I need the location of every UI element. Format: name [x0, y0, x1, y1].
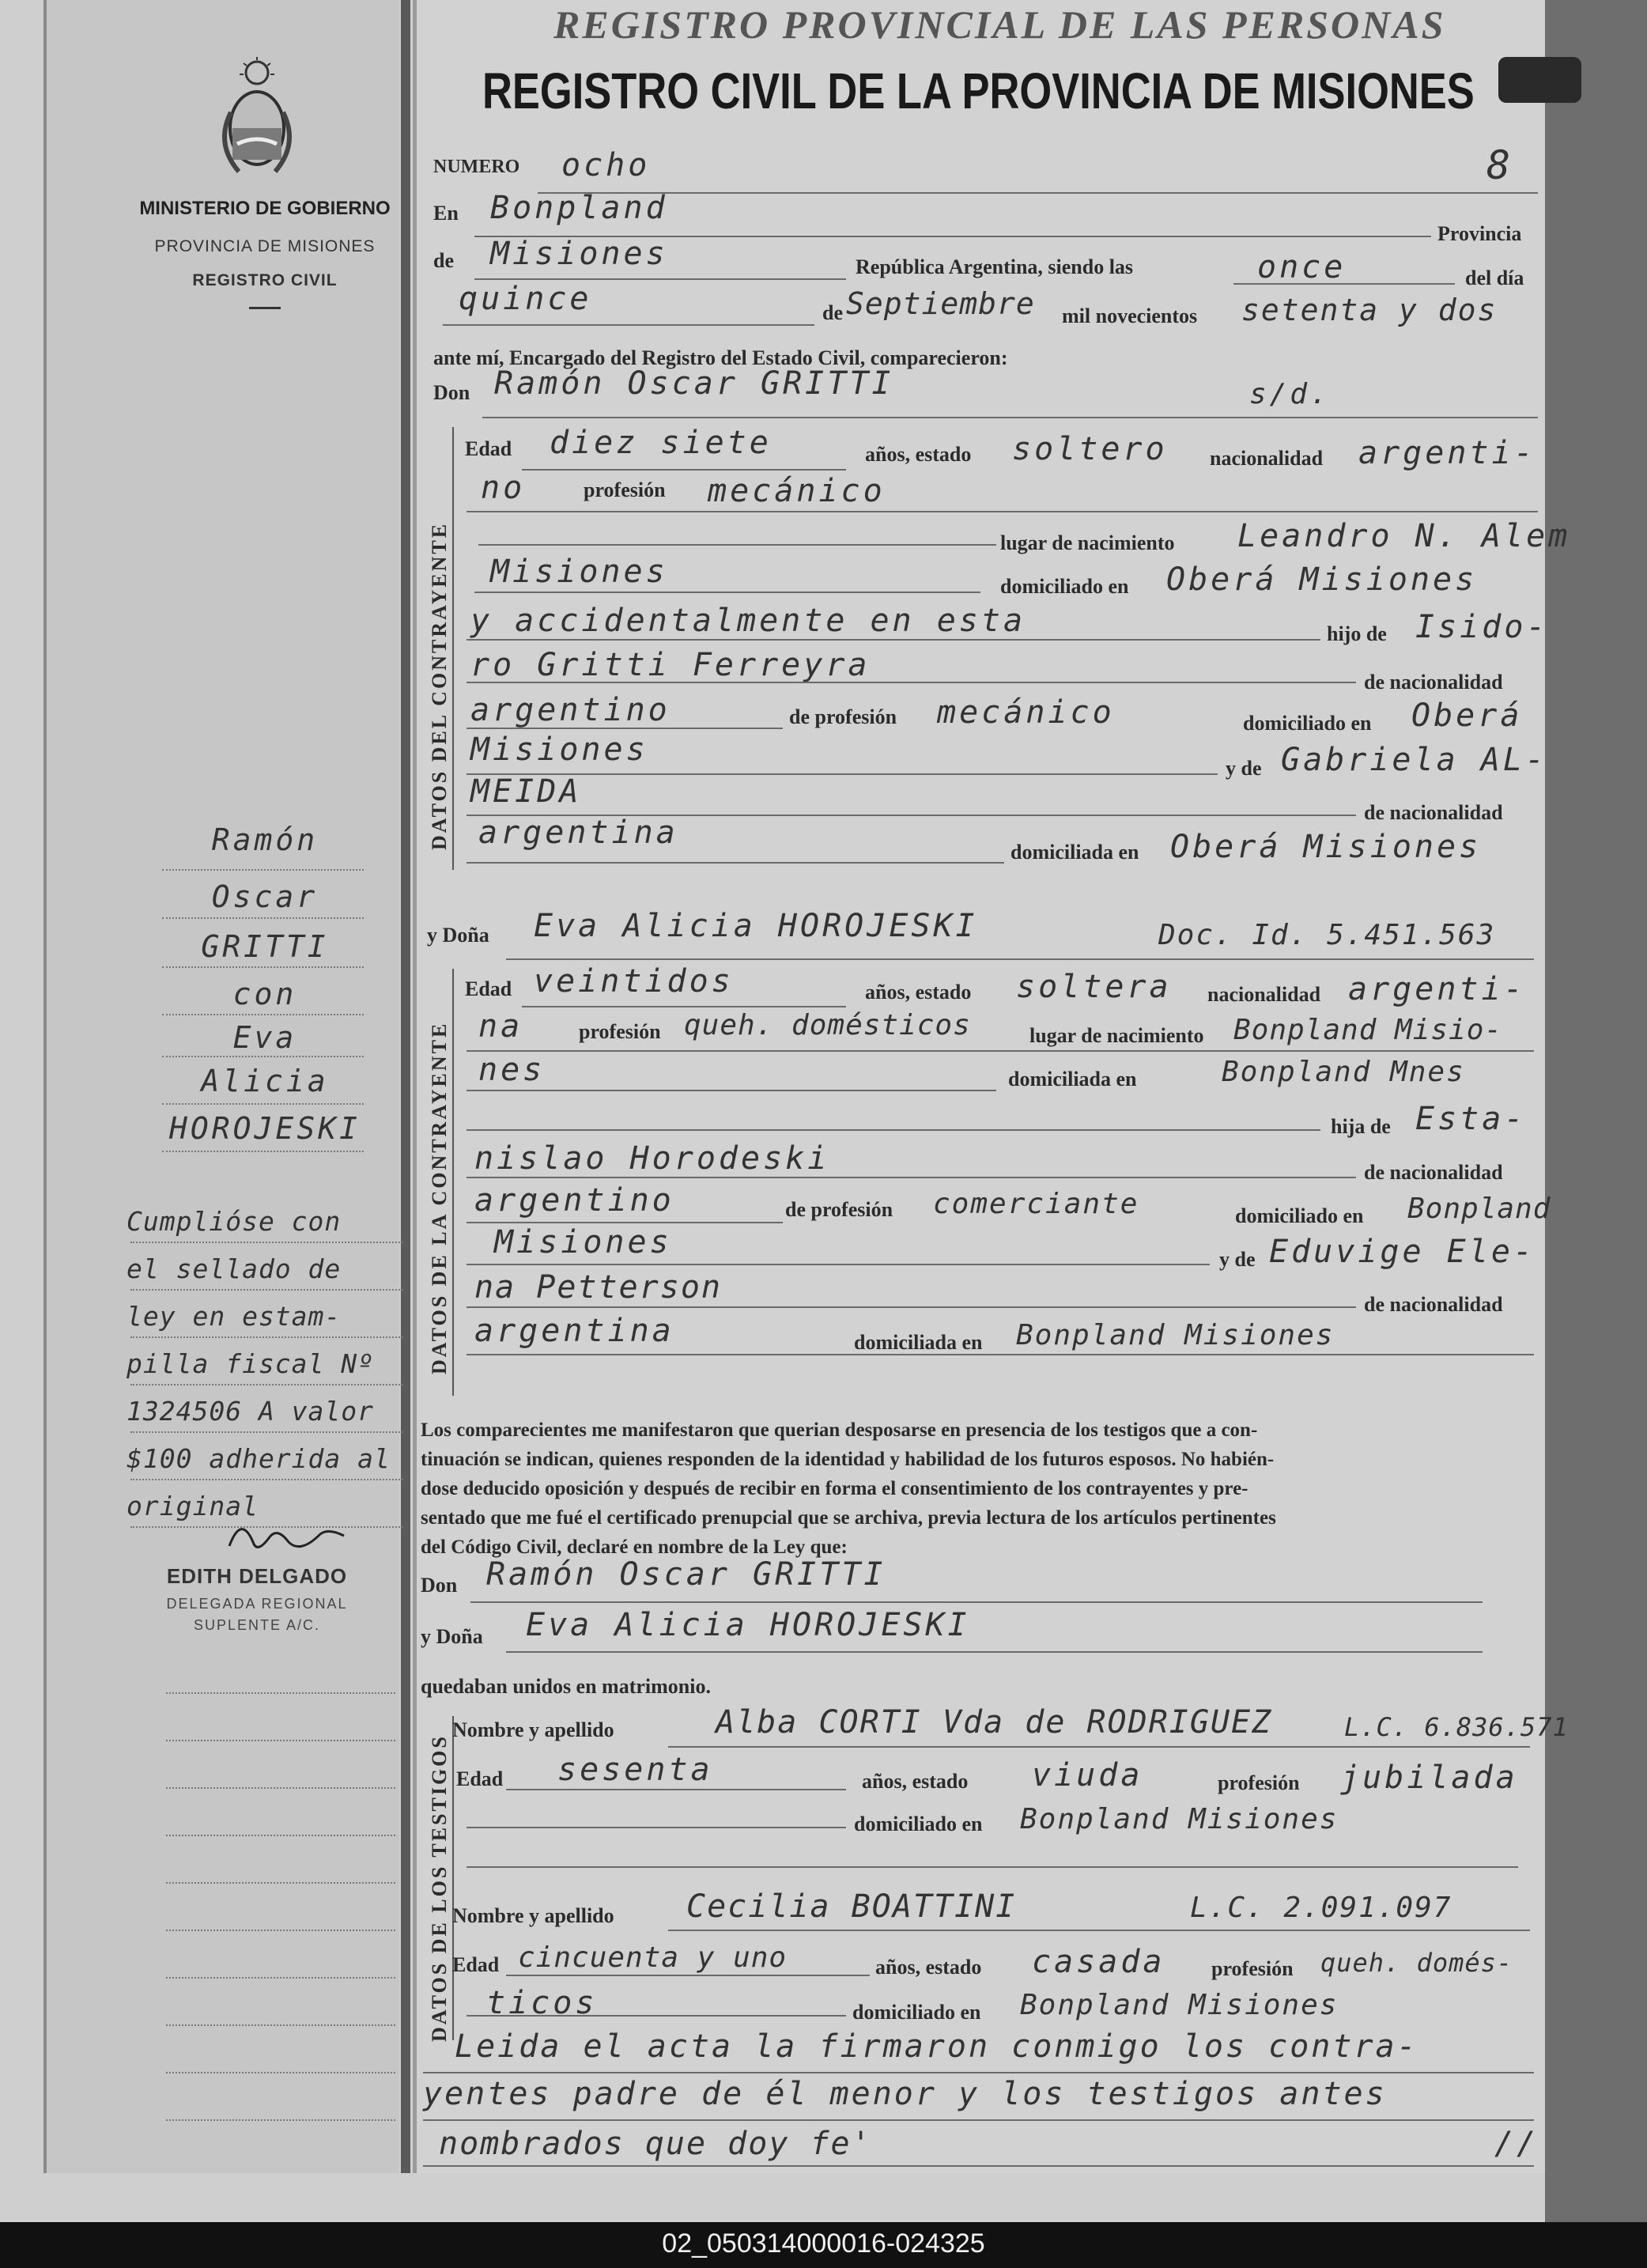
del-dia-label: del día — [1465, 266, 1524, 289]
t1-dom: Bonpland Misiones — [1020, 1803, 1339, 1835]
rule — [443, 324, 814, 326]
nac-label: nacionalidad — [1210, 447, 1324, 470]
ink-blot — [1498, 57, 1581, 103]
cierre-line-1: Leida el acta la firmaron conmigo los contra- — [455, 2028, 1418, 2065]
t2-nombre: Cecilia BOATTINI — [686, 1888, 1017, 1925]
margin-stamp-line-2: el sellado de — [127, 1253, 342, 1284]
don-label: Don — [433, 381, 470, 404]
rule — [467, 1354, 1534, 1355]
hijo-label: hijo de — [1327, 622, 1387, 645]
hija-label: hija de — [1331, 1115, 1391, 1138]
padre-dom-2: Misiones — [470, 731, 648, 768]
rule — [467, 1222, 783, 1223]
official-name: EDITH DELGADO — [166, 1564, 348, 1588]
padre-dom-label: domiciliado en — [1235, 1204, 1364, 1227]
binding — [401, 0, 410, 2173]
rule — [130, 1431, 403, 1433]
side-label-contrayenta: DATOS DE LA CONTRAYENTE — [428, 1021, 451, 1374]
t2-prof-2: ticos — [486, 1985, 598, 2021]
madre-2: MEIDA — [470, 773, 582, 810]
rule — [162, 966, 364, 968]
declaracion-don-nombre: Ramón Oscar GRITTI — [486, 1556, 886, 1593]
hora-value: once — [1257, 249, 1347, 285]
contrayente-estado: soltero — [1012, 431, 1168, 467]
rule — [162, 1056, 364, 1057]
t1-profesion: jubilada — [1340, 1760, 1518, 1796]
t2-edad-label: Edad — [452, 1953, 500, 1976]
dona-label: y Doña — [421, 1625, 483, 1648]
de-mes-label: de — [822, 301, 843, 324]
rule — [467, 1177, 1356, 1178]
t1-dom-label: domiciliado en — [854, 1813, 983, 1835]
margin-name-2: Oscar — [211, 879, 319, 914]
contrayenta-padre-dom-1: Bonpland — [1407, 1193, 1551, 1225]
dona-label: y Doña — [427, 924, 489, 947]
don-label: Don — [421, 1574, 458, 1597]
contrayente-lugar: Leandro N. Alem — [1237, 518, 1571, 554]
madre-dom-label: domiciliada en — [1010, 841, 1139, 864]
contrayenta-edad: veintidos — [534, 963, 734, 1000]
padre-prof-label: de profesión — [789, 705, 897, 728]
rule — [506, 1651, 1483, 1653]
profesion-label: profesión — [584, 478, 666, 501]
y-de-label: y de — [1219, 1248, 1256, 1271]
provincia-label: Provincia — [1437, 222, 1522, 245]
padre-nac: argentino — [470, 692, 671, 728]
contrayenta-lugar-2: nes — [478, 1052, 546, 1088]
y-de-label: y de — [1226, 757, 1262, 780]
rule — [668, 1746, 1530, 1748]
t1-edad: sesenta — [557, 1752, 713, 1788]
de-label: de — [433, 249, 454, 272]
contrayenta-padre-dom-2: Misiones — [494, 1224, 672, 1261]
ante-label: ante mí, Encargado del Registro del Estado Civil, comparecieron: — [433, 346, 1008, 369]
margin-name-6: Alicia — [201, 1064, 329, 1098]
rule — [668, 1930, 1530, 1931]
madre-nac-label: de nacionalidad — [1364, 801, 1503, 824]
t2-estado: casada — [1032, 1944, 1165, 1980]
province-label: PROVINCIA DE MISIONES — [154, 237, 376, 255]
t1-edad-label: Edad — [456, 1767, 504, 1790]
t2-dom-label: domiciliado en — [852, 2001, 981, 2024]
ministry-label: MINISTERIO DE GOBIERNO — [139, 198, 391, 219]
rule — [467, 1050, 1534, 1052]
rule — [506, 1789, 846, 1790]
madre-dom: Oberá Misiones — [1170, 829, 1482, 865]
declaracion-line-4: sentado que me fué el certificado prenupcial que se archiva, previa lectura de los artículos pertinentes — [421, 1507, 1276, 1529]
rule — [467, 1129, 1320, 1131]
image-caption: 02_050314000016-024325 — [662, 2228, 985, 2259]
rule — [166, 1882, 395, 1884]
registry-label: REGISTRO CIVIL — [192, 271, 338, 289]
registry-stamp: REGISTRO PROVINCIAL DE LAS PERSONAS — [553, 2, 1446, 47]
t2-prof-label: profesión — [1211, 1957, 1294, 1980]
numero-digit: 8 — [1486, 142, 1514, 188]
padre-dom-1: Oberá — [1411, 697, 1523, 734]
contrayenta-madre-nac: argentina — [474, 1313, 674, 1349]
rule — [482, 417, 1538, 418]
madre-1: Gabriela AL- — [1281, 742, 1547, 778]
padre-prof: mecánico — [937, 694, 1115, 731]
rule — [506, 958, 1534, 960]
declaracion-line-1: Los comparecientes me manifestaron que querian desposarse en presencia de los testigos que a con- — [421, 1419, 1258, 1441]
rule — [467, 1090, 996, 1091]
rule — [467, 639, 1320, 641]
contrayente-nombre-extra: s/d. — [1249, 378, 1331, 410]
en-value: Bonpland — [490, 190, 668, 226]
rule — [474, 278, 846, 280]
margin-name-1: Ramón — [211, 822, 319, 857]
rule — [467, 862, 1004, 864]
contrayenta-madre-dom: Bonpland Misiones — [1016, 1319, 1335, 1351]
rule — [474, 592, 980, 593]
rule — [130, 1384, 403, 1385]
rule — [423, 2165, 1534, 2167]
margin-name-5: Eva — [232, 1020, 297, 1055]
cierre-line-3: nombrados que doy fe' — [439, 2126, 872, 2162]
t1-doc: L.C. 6.836.571 — [1344, 1712, 1569, 1742]
section-bracket — [452, 969, 454, 1396]
contrayente-lugar-2: Misiones — [490, 554, 668, 590]
rule — [166, 1787, 395, 1789]
contrayenta-documento: Doc. Id. 5.451.563 — [1158, 919, 1496, 951]
contrayenta-padre-2: nislao Horodeski — [474, 1140, 830, 1177]
rule — [130, 1336, 403, 1338]
rule — [423, 2119, 1534, 2121]
rule — [423, 2072, 1534, 2073]
declaracion-line-5: del Código Civil, declaré en nombre de la Ley que: — [421, 1537, 848, 1558]
rule — [538, 192, 1538, 194]
contrayente-profesion: mecánico — [708, 473, 886, 509]
lugar-label: lugar de nacimiento — [1029, 1024, 1204, 1047]
margin-name-4: con — [232, 977, 297, 1011]
rule — [166, 1930, 395, 1931]
contrayenta-padre-1: Esta- — [1415, 1101, 1527, 1137]
rule — [470, 1601, 1483, 1603]
rule — [522, 1006, 846, 1007]
t1-nombre-label: Nombre y apellido — [452, 1718, 614, 1741]
profesion-label: profesión — [579, 1020, 661, 1043]
t2-nombre-label: Nombre y apellido — [452, 1904, 614, 1927]
contrayenta-padre-nac: argentino — [474, 1182, 674, 1219]
t1-anos-label: años, estado — [862, 1770, 969, 1793]
contrayente-dom-1: Oberá Misiones — [1166, 561, 1478, 598]
republica-label: República Argentina, siendo las — [856, 255, 1134, 278]
rule — [467, 1306, 1356, 1308]
margin-name-7: HOROJESKI — [169, 1111, 361, 1146]
numero-value: ocho — [561, 147, 651, 183]
rule — [506, 1975, 870, 1976]
rule — [1233, 283, 1455, 285]
contrayenta-nac-2: na — [478, 1008, 523, 1045]
scan-background — [1545, 0, 1647, 2222]
t2-doc: L.C. 2.091.097 — [1190, 1892, 1452, 1924]
rule — [166, 1740, 395, 1741]
en-label: En — [433, 202, 459, 225]
rule — [162, 1103, 364, 1105]
page-edge — [43, 0, 47, 2173]
contrayente-nac-1: argenti- — [1358, 435, 1536, 471]
coat-of-arms-icon — [213, 57, 300, 176]
rule — [467, 2015, 846, 2017]
rule — [166, 2072, 395, 2073]
rule — [166, 1977, 395, 1979]
t1-nombre: Alba CORTI Vda de RODRIGUEZ — [716, 1704, 1273, 1741]
madre-nac-label: de nacionalidad — [1364, 1293, 1503, 1316]
lugar-label: lugar de nacimiento — [1000, 531, 1175, 554]
numero-label: NUMERO — [433, 157, 520, 177]
rule — [130, 1479, 403, 1480]
contrayenta-nac-1: argenti- — [1348, 971, 1526, 1007]
anos-label: años, estado — [865, 443, 972, 466]
edad-label: Edad — [465, 437, 512, 460]
declaracion-line-2: tinuación se indican, quienes responden de la identidad y habilidad de los futuros esposos. No habién- — [421, 1449, 1275, 1470]
t1-prof-label: profesión — [1218, 1771, 1300, 1794]
contrayente-nombre: Ramón Oscar GRITTI — [494, 365, 894, 402]
cierre-line-2: yentes padre de él menor y los testigos antes — [423, 2076, 1387, 2112]
contrayenta-nombre: Eva Alicia HOROJESKI — [534, 908, 978, 944]
dom-label: domiciliada en — [1008, 1068, 1137, 1091]
contrayenta-estado: soltera — [1016, 969, 1172, 1005]
side-label-testigos: DATOS DE LOS TESTIGOS — [428, 1734, 451, 2042]
contrayenta-profesion: queh. domésticos — [684, 1009, 971, 1041]
rule — [478, 544, 996, 546]
rule — [467, 1827, 846, 1828]
padre-1: Isido- — [1415, 609, 1549, 645]
margin-stamp-line-7: original — [127, 1491, 259, 1521]
rule — [162, 1014, 364, 1015]
contrayenta-padre-prof: comerciante — [933, 1188, 1139, 1220]
anio-value: setenta y dos — [1241, 293, 1498, 327]
margin-stamp-line-6: $100 adherida al — [127, 1443, 391, 1474]
rule — [467, 1866, 1518, 1868]
mil-label: mil novecientos — [1062, 304, 1198, 327]
section-bracket — [452, 427, 454, 870]
rule — [162, 869, 364, 871]
margin-stamp-line-4: pilla fiscal Nº — [127, 1348, 375, 1379]
rule — [166, 1692, 395, 1694]
rule — [130, 1289, 403, 1291]
contrayente-dom-2: y accidentalmente en esta — [470, 603, 1026, 639]
de-value: Misiones — [490, 236, 668, 272]
declaracion-cierre: quedaban unidos en matrimonio. — [421, 1675, 711, 1698]
contrayenta-dom: Bonpland Mnes — [1222, 1056, 1465, 1088]
padre-nac-label: de nacionalidad — [1364, 671, 1503, 694]
declaracion-line-3: dose deducido oposición y después de recibir en forma el consentimiento de los contrayentes y pre- — [421, 1478, 1248, 1499]
rule — [162, 917, 364, 919]
declaracion-dona-nombre: Eva Alicia HOROJESKI — [526, 1607, 970, 1643]
margin-stamp-line-3: ley en estam- — [127, 1301, 342, 1332]
contrayente-nac-2: no — [481, 470, 526, 506]
rule — [162, 1151, 364, 1152]
contrayenta-madre-2: na Petterson — [474, 1269, 722, 1306]
mes-value: Septiembre — [846, 286, 1035, 321]
cierre-mark: // — [1494, 2126, 1539, 2162]
padre-nac-label: de nacionalidad — [1364, 1161, 1503, 1184]
official-role-2: SUPLENTE A/C. — [193, 1617, 321, 1633]
contrayenta-madre-1: Eduvige Ele- — [1269, 1234, 1536, 1270]
rule — [166, 2024, 395, 2026]
t2-prof-1: queh. domés- — [1320, 1948, 1513, 1978]
rule — [467, 511, 1538, 512]
rule — [130, 1242, 403, 1243]
rule — [166, 1835, 395, 1836]
dia-value: quince — [459, 281, 592, 317]
padre-2: ro Gritti Ferreyra — [470, 647, 871, 683]
edad-label: Edad — [465, 977, 512, 1000]
margin-name-3: GRITTI — [201, 929, 329, 964]
rule — [166, 2119, 395, 2121]
rule — [522, 469, 846, 471]
official-role-1: DELEGADA REGIONAL — [166, 1596, 348, 1612]
contrayenta-lugar: Bonpland Misio- — [1233, 1014, 1503, 1046]
dom-label: domiciliado en — [1000, 575, 1129, 598]
madre-nac: argentina — [478, 815, 678, 851]
t2-dom: Bonpland Misiones — [1020, 1989, 1339, 2021]
padre-prof-label: de profesión — [785, 1198, 893, 1221]
margin-stamp-line-1: Cumplióse con — [127, 1206, 342, 1237]
t1-estado: viuda — [1032, 1757, 1143, 1794]
margin-stamp-line-5: 1324506 A valor — [127, 1396, 375, 1427]
divider — [249, 307, 281, 309]
anos-label: años, estado — [865, 981, 972, 1004]
rule — [467, 1264, 1210, 1265]
contrayente-edad: diez siete — [550, 425, 772, 461]
madre-dom-label: domiciliada en — [854, 1331, 983, 1354]
official-signature — [213, 1514, 356, 1570]
t2-anos-label: años, estado — [875, 1956, 982, 1979]
rule — [467, 682, 1356, 683]
page-title: REGISTRO CIVIL DE LA PROVINCIA DE MISIONES — [482, 62, 1475, 119]
rule — [467, 728, 783, 729]
padre-dom-label: domiciliado en — [1243, 712, 1372, 735]
rule — [130, 1526, 403, 1528]
section-bracket — [452, 1716, 454, 2040]
nac-label: nacionalidad — [1207, 983, 1321, 1006]
side-label-contrayente: DATOS DEL CONTRAYENTE — [428, 521, 451, 850]
t2-edad: cincuenta y uno — [518, 1941, 788, 1974]
